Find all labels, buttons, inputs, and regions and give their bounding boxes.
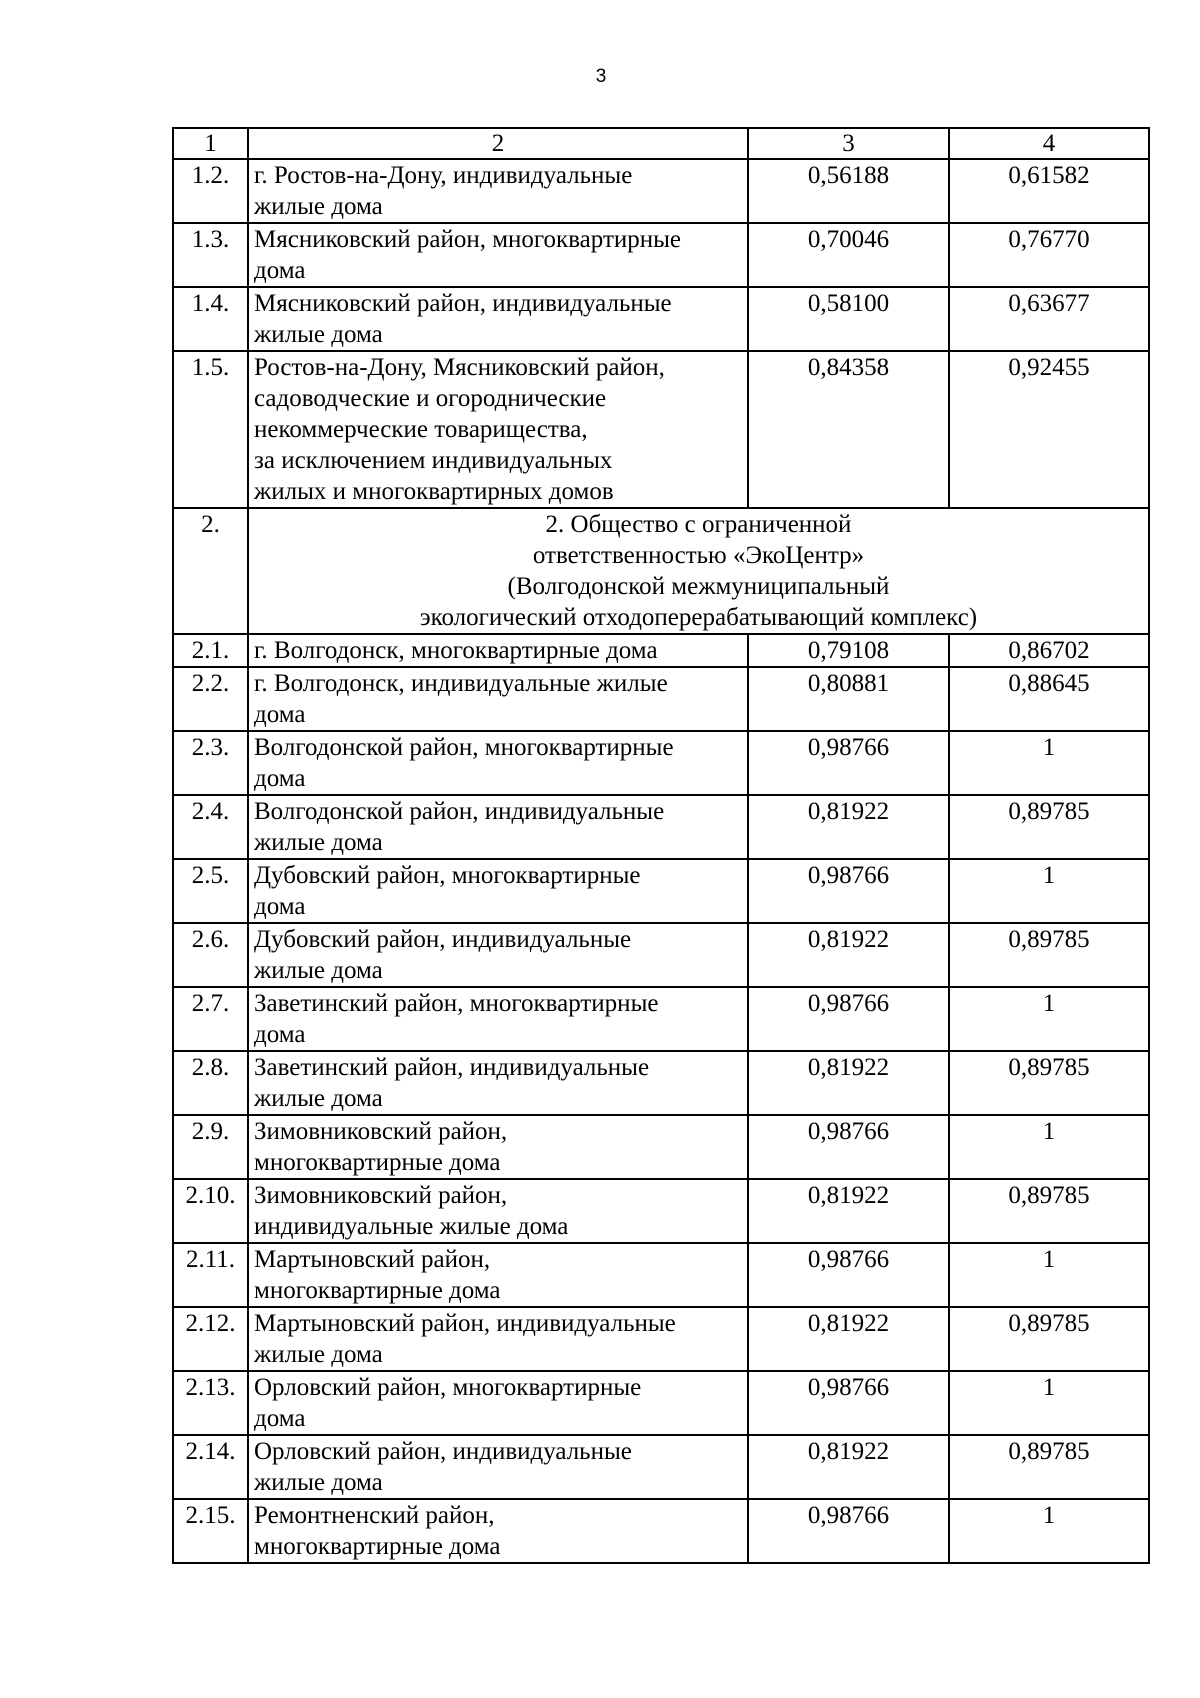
territory-name [248,223,748,287]
territory-name-line: жилые дома [254,1469,383,1496]
coefficient-col4: 0,89785 [949,1435,1149,1499]
coefficient-col4: 0,92455 [949,351,1149,508]
row-number: 2.10. [173,1179,248,1243]
table-header-row [173,128,1149,159]
row-number: 1.5. [173,351,248,508]
table-row [173,1115,1149,1179]
row-number: 2.7. [173,987,248,1051]
section-title-line: 2. Общество с ограниченной [545,511,852,538]
territory-name-line: Дубовский район, многоквартирные [254,862,641,889]
territory-name [248,1371,748,1435]
territory-name-line: дома [254,893,306,920]
table-row [173,1435,1149,1499]
coefficient-col3: 0,79108 [748,634,949,667]
territory-name-line: Дубовский район, индивидуальные [254,926,632,953]
territory-name [248,1115,748,1179]
table-row [173,287,1149,351]
territory-name-line: индивидуальные жилые дома [254,1213,569,1240]
territory-name [248,987,748,1051]
page-number: 3 [595,66,607,87]
territory-name-line: некоммерческие товарищества, [254,416,588,443]
table-row [173,859,1149,923]
coefficient-col4: 1 [949,1243,1149,1307]
territory-name-line: дома [254,765,306,792]
coefficient-col4: 1 [949,1115,1149,1179]
section-title [248,508,1149,634]
territory-name-line: Ремонтненский район, [254,1502,495,1529]
coefficient-col3: 0,80881 [748,667,949,731]
table-row [173,159,1149,223]
territory-name [248,795,748,859]
section-row [173,508,1149,634]
territory-name-line: садоводческие и огороднические [254,385,607,412]
header-cell-1: 1 [173,128,248,159]
coefficient-col4: 0,86702 [949,634,1149,667]
territory-name-line: Волгодонской район, индивидуальные [254,798,665,825]
table-row [173,1179,1149,1243]
coefficient-col3: 0,98766 [748,859,949,923]
row-number: 2.15. [173,1499,248,1563]
coefficient-col4: 0,89785 [949,795,1149,859]
territory-name [248,1307,748,1371]
territory-name-line: Мартыновский район, индивидуальные [254,1310,676,1337]
rates-table [172,127,1150,1564]
coefficient-col3: 0,98766 [748,987,949,1051]
territory-name-line: дома [254,1405,306,1432]
territory-name-line: г. Ростов-на-Дону, индивидуальные [254,162,633,189]
territory-name-line: жилые дома [254,829,383,856]
coefficient-col3: 0,81922 [748,795,949,859]
row-number: 2.4. [173,795,248,859]
territory-name-line: Зимовниковский район, [254,1118,508,1145]
section-number: 2. [173,508,248,634]
territory-name [248,351,748,508]
coefficient-col4: 0,76770 [949,223,1149,287]
territory-name [248,923,748,987]
coefficient-col3: 0,98766 [748,1371,949,1435]
table-row [173,923,1149,987]
coefficient-col4: 1 [949,859,1149,923]
table-row [173,1499,1149,1563]
coefficient-col4: 1 [949,1371,1149,1435]
row-number: 2.8. [173,1051,248,1115]
territory-name-line: за исключением индивидуальных [254,447,613,474]
territory-name [248,731,748,795]
territory-name-line: Мясниковский район, многоквартирные [254,226,682,253]
territory-name-line: Зимовниковский район, [254,1182,508,1209]
territory-name-line: Ростов-на-Дону, Мясниковский район, [254,354,665,381]
coefficient-col4: 1 [949,987,1149,1051]
table-row [173,987,1149,1051]
territory-name-line: Волгодонской район, многоквартирные [254,734,674,761]
coefficient-col4: 0,89785 [949,1307,1149,1371]
header-cell-4: 4 [949,128,1149,159]
territory-name-line: Заветинский район, многоквартирные [254,990,659,1017]
territory-name-line: жилые дома [254,957,383,984]
territory-name-line: Заветинский район, индивидуальные [254,1054,650,1081]
coefficient-col4: 0,63677 [949,287,1149,351]
coefficient-col3: 0,81922 [748,1179,949,1243]
territory-name-line: жилые дома [254,193,383,220]
territory-name-line: многоквартирные дома [254,1149,501,1176]
section-title-line: ответственностью «ЭкоЦентр» [532,542,865,569]
table-row [173,1307,1149,1371]
territory-name-line: Мартыновский район, [254,1246,491,1273]
territory-name [248,1051,748,1115]
territory-name [248,1499,748,1563]
coefficient-col4: 0,61582 [949,159,1149,223]
coefficient-col4: 1 [949,731,1149,795]
territory-name-line: Мясниковский район, индивидуальные [254,290,672,317]
coefficient-col3: 0,56188 [748,159,949,223]
coefficient-col4: 0,89785 [949,923,1149,987]
row-number: 1.3. [173,223,248,287]
territory-name [248,1435,748,1499]
header-cell-3: 3 [748,128,949,159]
table-row [173,731,1149,795]
coefficient-col3: 0,58100 [748,287,949,351]
header-cell-2: 2 [248,128,748,159]
row-number: 2.14. [173,1435,248,1499]
coefficient-col3: 0,98766 [748,731,949,795]
table-row [173,1051,1149,1115]
territory-name-line: жилые дома [254,321,383,348]
territory-name-line: многоквартирные дома [254,1533,501,1560]
territory-name-line: дома [254,257,306,284]
territory-name-line: многоквартирные дома [254,1277,501,1304]
row-number: 2.3. [173,731,248,795]
row-number: 1.4. [173,287,248,351]
table-row [173,795,1149,859]
coefficient-col3: 0,98766 [748,1115,949,1179]
row-number: 2.13. [173,1371,248,1435]
table-body [173,128,1149,1563]
row-number: 2.6. [173,923,248,987]
coefficient-col4: 0,88645 [949,667,1149,731]
row-number: 2.12. [173,1307,248,1371]
row-number: 2.9. [173,1115,248,1179]
territory-name [248,1179,748,1243]
section-title-line: экологический отходоперерабатывающий комплекс) [419,604,978,631]
coefficient-col3: 0,98766 [748,1499,949,1563]
coefficient-col3: 0,98766 [748,1243,949,1307]
row-number: 1.2. [173,159,248,223]
table-row [173,351,1149,508]
territory-name-line: дома [254,1021,306,1048]
table-row [173,634,1149,667]
territory-name-line: жилых и многоквартирных домов [254,478,614,505]
coefficient-col4: 0,89785 [949,1051,1149,1115]
row-number: 2.2. [173,667,248,731]
territory-name [248,634,748,667]
coefficient-col3: 0,81922 [748,1435,949,1499]
row-number: 2.5. [173,859,248,923]
territory-name [248,159,748,223]
coefficient-col3: 0,70046 [748,223,949,287]
territory-name-line: жилые дома [254,1341,383,1368]
coefficient-col3: 0,81922 [748,923,949,987]
row-number: 2.1. [173,634,248,667]
territory-name-line: жилые дома [254,1085,383,1112]
coefficient-col3: 0,81922 [748,1051,949,1115]
territory-name [248,287,748,351]
territory-name-line: Орловский район, индивидуальные [254,1438,632,1465]
coefficient-col3: 0,81922 [748,1307,949,1371]
territory-name [248,859,748,923]
section-title-line: (Волгодонской межмуниципальный [507,573,890,600]
territory-name-line: г. Волгодонск, многоквартирные дома [254,637,658,664]
table-row [173,1243,1149,1307]
table-row [173,223,1149,287]
territory-name [248,667,748,731]
coefficient-col3: 0,84358 [748,351,949,508]
coefficient-col4: 1 [949,1499,1149,1563]
territory-name-line: дома [254,701,306,728]
territory-name [248,1243,748,1307]
coefficient-col4: 0,89785 [949,1179,1149,1243]
territory-name-line: г. Волгодонск, индивидуальные жилые [254,670,668,697]
territory-name-line: Орловский район, многоквартирные [254,1374,642,1401]
row-number: 2.11. [173,1243,248,1307]
table-row [173,667,1149,731]
table-row [173,1371,1149,1435]
